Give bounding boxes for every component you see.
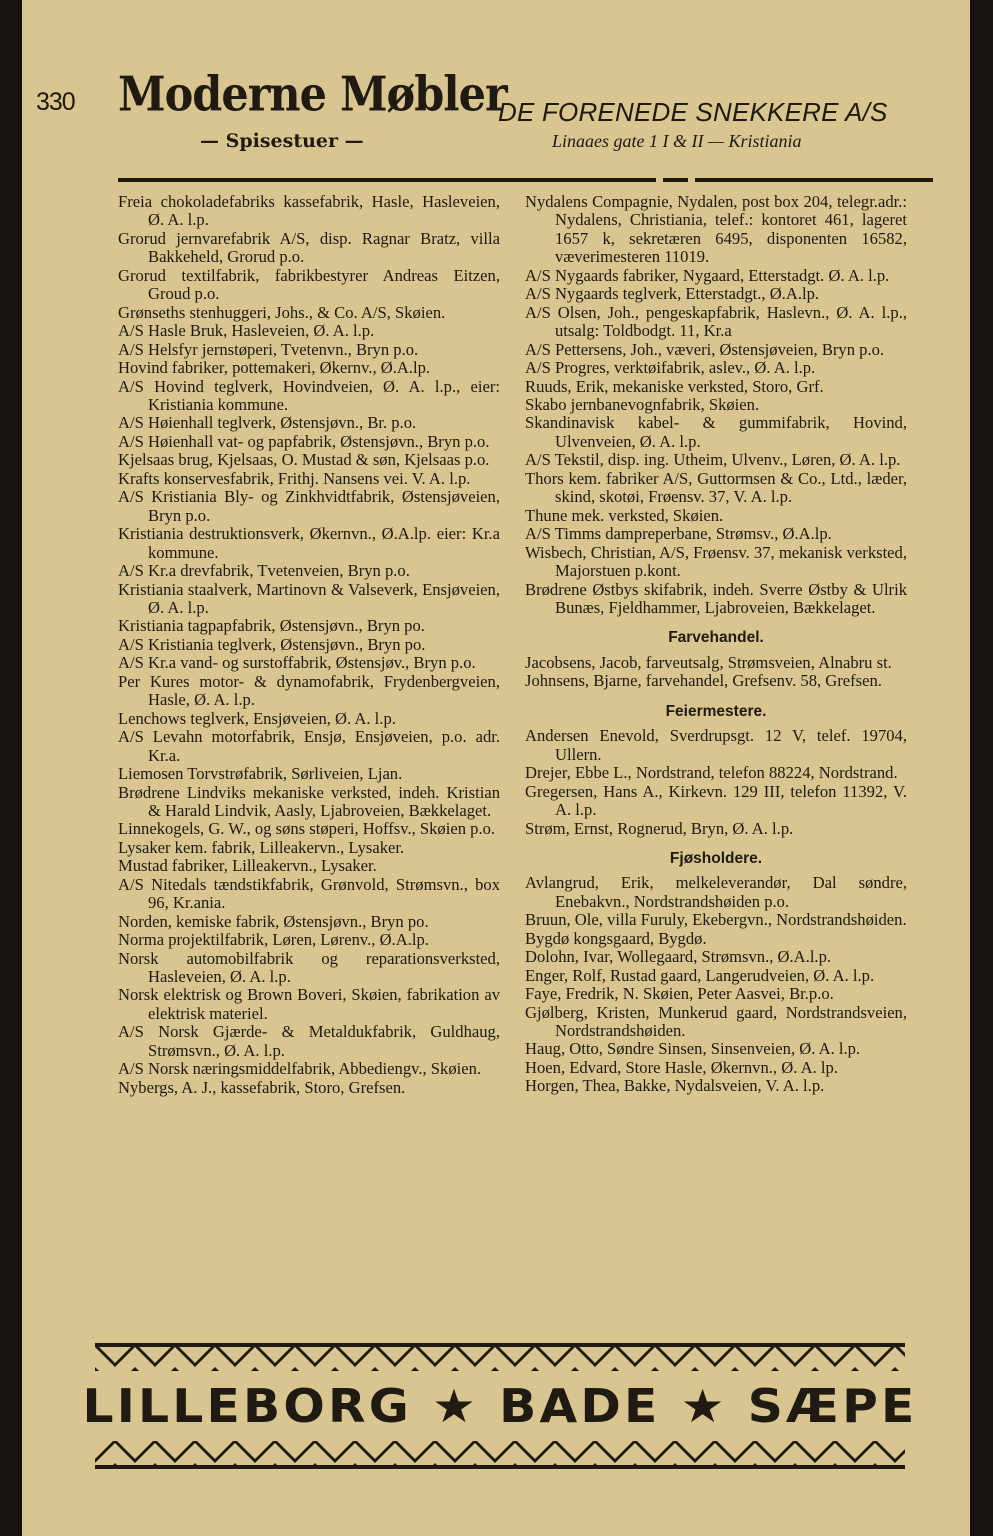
list-item: Faye, Fredrik, N. Skøien, Peter Aasvei, Br.p.o. [525, 984, 834, 1004]
list-item: Gregersen, Hans A., Kirkevn. 129 III, telefon 11392, V. A. l.p. [525, 781, 907, 820]
list-item: Brødrene Østbys skifabrik, indeh. Sverre Østby & Ulrik Bunæs, Fjeldhammer, Ljabroveien, Bækkelaget. [525, 579, 907, 617]
list-item: Kristiania destruktionsverk, Økernvn., Ø.A.lp. eier: Kr.a kommune. [118, 524, 500, 562]
list-item: A/S Hasle Bruk, Hasleveien, Ø. A. l.p. [118, 321, 375, 341]
list-item: Norsk elektrisk og Brown Boveri, Skøien, fabrikation av elektrisk materiel. [118, 985, 500, 1023]
advertisement-banner [82, 1343, 918, 1473]
list-item: A/S Kr.a drevfabrik, Tvetenveien, Bryn p.o. [118, 561, 410, 581]
list-item: Gjølberg, Kristen, Munkerud gaard, Nordstrandsveien, Nordstrandshøiden. [525, 1002, 907, 1041]
list-item: A/S Norsk næringsmiddelfabrik, Abbediengv., Skøien. [118, 1059, 482, 1079]
list-item: A/S Pettersens, Joh., væveri, Østensjøveien, Bryn p.o. [525, 339, 885, 359]
list-item: Kristiania staalverk, Martinovn & Valseverk, Ensjøveien, Ø. A. l.p. [118, 579, 500, 617]
list-item: Nydalens Compagnie, Nydalen, post box 204, telegr.adr.: Nydalens, Christiania, telef.: kontoret 461, lageret 1657 k, sekretæren 6495, disponenten 16582, væverimesteren 11019. [525, 192, 907, 267]
list-item: A/S Kristiania teglverk, Østensjøvn., Bryn po. [118, 634, 426, 654]
list-item: Dolohn, Ivar, Wollegaard, Strømsvn., Ø.A.l.p. [525, 947, 832, 967]
header-rule [663, 178, 688, 182]
list-item: Norma projektilfabrik, Løren, Lørenv., Ø.A.lp. [118, 930, 429, 950]
list-item: Bygdø kongsgaard, Bygdø. [525, 928, 707, 948]
list-item: A/S Tekstil, disp. ing. Utheim, Ulvenv., Løren, Ø. A. l.p. [525, 450, 901, 470]
list-item: A/S Kr.a vand- og surstoffabrik, Østensjøv., Bryn p.o. [118, 653, 476, 673]
list-item: Johnsens, Bjarne, farvehandel, Grefsenv. 58, Grefsen. [525, 671, 882, 691]
list-item: Hovind fabriker, pottemakeri, Økernv., Ø.A.lp. [118, 358, 431, 378]
list-item: Linnekogels, G. W., og søns støperi, Hoffsv., Skøien p.o. [118, 819, 496, 839]
list-item: Hoen, Edvard, Store Hasle, Økernvn., Ø. A. lp. [525, 1057, 838, 1077]
list-item: Skabo jernbanevognfabrik, Skøien. [525, 394, 760, 414]
list-item: Nybergs, A. J., kassefabrik, Storo, Grefsen. [118, 1077, 406, 1097]
section-heading: Feiermestere. [665, 702, 767, 720]
list-item: Kjelsaas brug, Kjelsaas, O. Mustad & søn, Kjelsaas p.o. [118, 450, 490, 470]
list-item: Jacobsens, Jacob, farveutsalg, Strømsveien, Alnabru st. [525, 652, 892, 672]
company-address: Linaaes gate 1 I & II — Kristiania [552, 131, 802, 151]
page-number: 330 [36, 88, 75, 116]
list-item: A/S Nitedals tændstikfabrik, Grønvold, Strømsvn., box 96, Kr.ania. [118, 874, 500, 913]
list-item: A/S Levahn motorfabrik, Ensjø, Ensjøveien, p.o. adr. Kr.a. [118, 727, 500, 765]
list-item: Thune mek. verksted, Skøien. [525, 505, 724, 525]
list-item: A/S Høienhall vat- og papfabrik, Østensjøvn., Bryn p.o. [118, 431, 490, 451]
header-rule [118, 178, 656, 182]
list-item: Norsk automobilfabrik og reparationsverksted, Hasleveien, Ø. A. l.p. [118, 948, 500, 987]
list-item: Grorud textilfabrik, fabrikbestyrer Andreas Eitzen, Groud p.o. [118, 265, 500, 304]
list-item: Liemosen Torvstrøfabrik, Sørliveien, Ljan. [118, 764, 403, 784]
list-item: A/S Høienhall teglverk, Østensjøvn., Br. p.o. [118, 413, 417, 433]
header-rule [695, 178, 933, 182]
list-item: Enger, Rolf, Rustad gaard, Langerudveien, Ø. A. l.p. [525, 965, 875, 985]
list-item: A/S Olsen, Joh., pengeskapfabrik, Haslevn., Ø. A. l.p., utsalg: Toldbodgt. 11, Kr.a [525, 302, 907, 341]
list-item: Haug, Otto, Søndre Sinsen, Sinsenveien, Ø. A. l.p. [525, 1039, 861, 1059]
list-item: A/S Helsfyr jernstøperi, Tvetenvn., Bryn p.o. [118, 339, 419, 359]
list-item: Horgen, Thea, Bakke, Nydalsveien, V. A. l.p. [525, 1076, 825, 1096]
list-item: A/S Norsk Gjærde- & Metaldukfabrik, Guldhaug, Strømsvn., Ø. A. l.p. [118, 1022, 500, 1060]
list-item: A/S Nygaards fabriker, Nygaard, Etterstadgt. Ø. A. l.p. [525, 265, 890, 285]
list-item: Per Kures motor- & dynamofabrik, Frydenbergveien, Hasle, Ø. A. l.p. [118, 671, 500, 710]
list-item: Lenchows teglverk, Ensjøveien, Ø. A. l.p. [118, 708, 396, 728]
list-item: Avlangrud, Erik, melkeleverandør, Dal søndre, Enebakvn., Nordstrandshøiden p.o. [525, 873, 907, 911]
list-item: Grorud jernvarefabrik A/S, disp. Ragnar Bratz, villa Bakkeheld, Grorud p.o. [118, 228, 500, 267]
list-item: Skandinavisk kabel- & gummifabrik, Hovind, Ulvenveien, Ø. A. l.p. [525, 413, 907, 451]
list-item: A/S Hovind teglverk, Hovindveien, Ø. A. l.p., eier: Kristiania kommune. [118, 376, 500, 414]
list-item: A/S Progres, verktøifabrik, aslev., Ø. A. l.p. [525, 358, 816, 378]
list-item: Mustad fabriker, Lilleakervn., Lysaker. [118, 856, 377, 876]
right-column [525, 193, 907, 1096]
list-item: Lysaker kem. fabrik, Lilleakervn., Lysaker. [118, 837, 405, 857]
list-item: Thors kem. fabriker A/S, Guttormsen & Co., Ltd., læder, skind, skotøi, Frøensv. 37, V. A. l.p. [525, 468, 907, 507]
list-item: Strøm, Ernst, Rognerud, Bryn, Ø. A. l.p. [525, 818, 794, 838]
list-item: A/S Nygaards teglverk, Etterstadgt., Ø.A.lp. [525, 284, 820, 304]
section-heading: Fjøsholdere. [669, 849, 763, 867]
list-item: Drejer, Ebbe L., Nordstrand, telefon 88224, Nordstrand. [525, 763, 898, 783]
list-item: Krafts konservesfabrik, Frithj. Nansens vei. V. A. l.p. [118, 468, 471, 488]
left-column [118, 193, 500, 1097]
section-heading: Farvehandel. [668, 629, 764, 647]
company-name: DE FORENEDE SNEKKERE A/S [498, 97, 888, 127]
list-item: Andersen Enevold, Sverdrupsgt. 12 V, telef. 19704, Ullern. [525, 726, 907, 764]
list-item: Brødrene Lindviks mekaniske verksted, indeh. Kristian & Harald Lindvik, Aasly, Ljabroveien, Bækkelaget. [118, 782, 500, 820]
list-item: Kristiania tagpapfabrik, Østensjøvn., Bryn po. [118, 616, 425, 636]
list-item: Norden, kemiske fabrik, Østensjøvn., Bryn po. [118, 911, 429, 931]
list-item: Wisbech, Christian, A/S, Frøensv. 37, mekanisk verksted, Majorstuen p.kont. [525, 542, 907, 581]
list-item: A/S Kristiania Bly- og Zinkhvidtfabrik, Østensjøveien, Bryn p.o. [118, 487, 500, 525]
list-item: Bruun, Ole, villa Furuly, Ekebergvn., Nordstrandshøiden. [525, 910, 907, 930]
brand-subtitle: — Spisestuer — [200, 130, 364, 152]
brand-title: Moderne Møbler [118, 67, 507, 123]
advertisement-text: LILLEBORG ★ BADE ★ SÆPE [82, 1379, 918, 1433]
list-item: Freia chokoladefabriks kassefabrik, Hasle, Hasleveien, Ø. A. l.p. [118, 192, 500, 230]
list-item: A/S Timms dampreperbane, Strømsv., Ø.A.lp. [525, 524, 832, 544]
list-item: Ruuds, Erik, mekaniske verksted, Storo, Grf. [525, 376, 824, 396]
list-item: Grønseths stenhuggeri, Johs., & Co. A/S, Skøien. [118, 302, 446, 322]
